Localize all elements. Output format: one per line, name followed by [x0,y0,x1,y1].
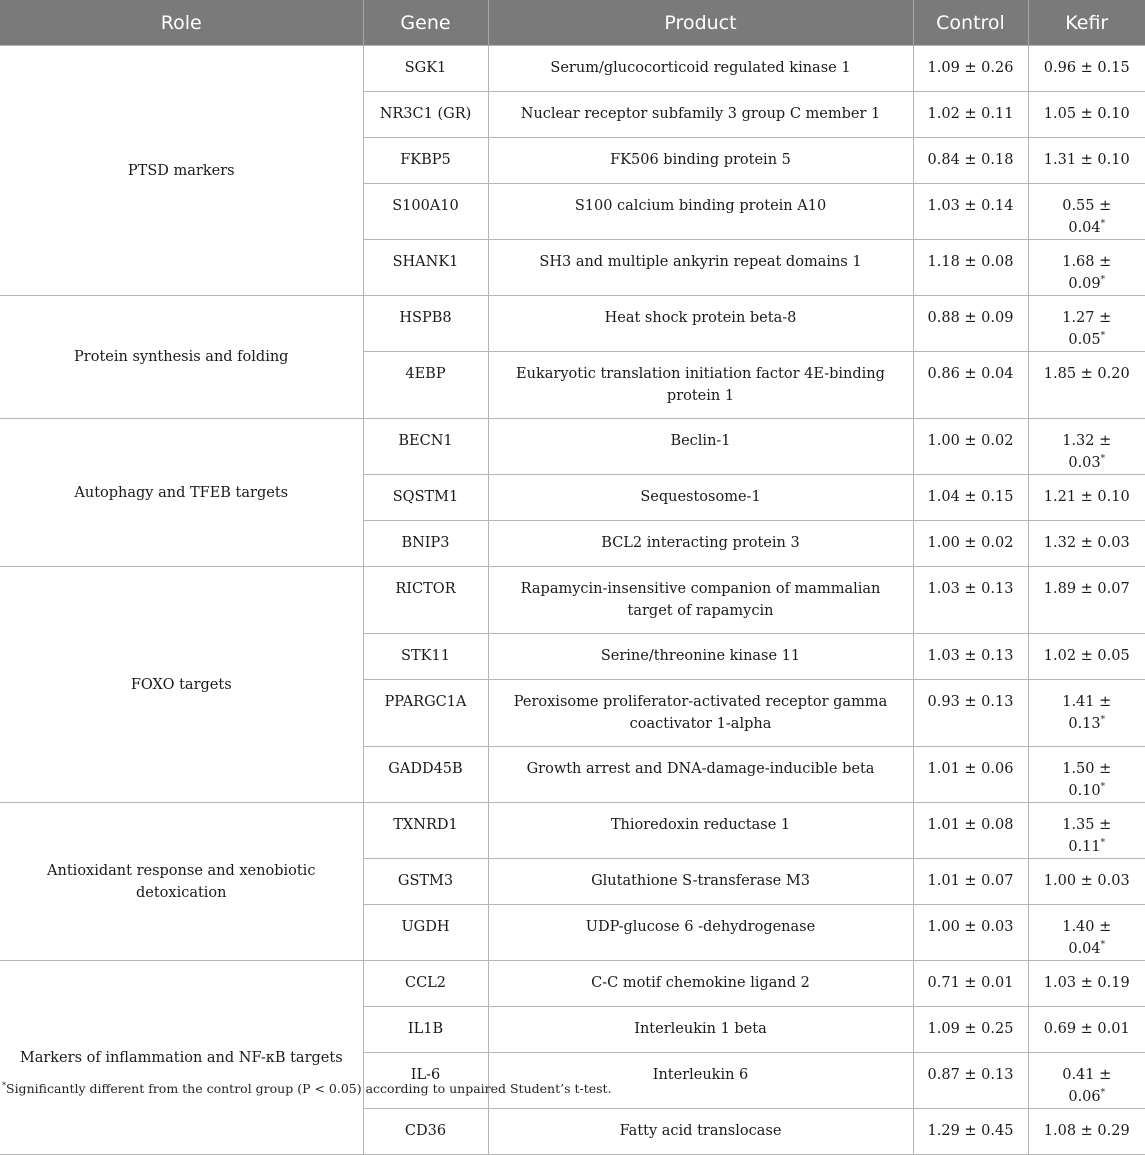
significance-mark: * [1100,454,1106,465]
table-row [0,803,1145,859]
product-cell: Fatty acid translocase [488,1109,913,1155]
role-cell: PTSD markers [0,46,363,296]
control-cell: 0.84 ± 0.18 [913,138,1028,184]
table-row [0,419,1145,475]
gene-cell: NR3C1 (GR) [363,92,488,138]
product-cell: FK506 binding protein 5 [488,138,913,184]
role-cell: Markers of inflammation and NF-κB targets [0,961,363,1155]
kefir-value: 1.08 ± 0.29 [1043,1123,1130,1139]
product-cell: Peroxisome proliferator-activated receptor gamma coactivator 1-alpha [488,680,913,747]
significance-mark: * [1100,838,1106,849]
control-cell: 0.93 ± 0.13 [913,680,1028,747]
kefir-cell [1028,352,1145,419]
gene-cell: GSTM3 [363,859,488,905]
kefir-cell [1028,1007,1145,1053]
control-cell: 1.04 ± 0.15 [913,475,1028,521]
gene-cell: CD36 [363,1109,488,1155]
kefir-cell [1028,521,1145,567]
control-cell: 1.02 ± 0.11 [913,92,1028,138]
kefir-value: 1.31 ± 0.10 [1043,152,1130,168]
kefir-cell [1028,138,1145,184]
kefir-value: 1.68 ± 0.09 [1062,254,1112,292]
table-body [0,46,1145,1155]
header-gene: Gene [363,0,488,46]
kefir-cell [1028,46,1145,92]
product-cell: Heat shock protein beta-8 [488,296,913,352]
kefir-value: 0.41 ± 0.06 [1062,1067,1112,1105]
control-cell: 1.01 ± 0.06 [913,747,1028,803]
kefir-value: 0.69 ± 0.01 [1043,1021,1130,1037]
table-row [0,567,1145,634]
kefir-value: 1.21 ± 0.10 [1043,489,1130,505]
kefir-value: 1.00 ± 0.03 [1043,873,1130,889]
significance-mark: * [1100,331,1106,342]
header-kefir: Kefir [1028,0,1145,46]
kefir-value: 1.32 ± 0.03 [1062,433,1112,471]
control-cell: 1.00 ± 0.02 [913,521,1028,567]
control-cell: 0.86 ± 0.04 [913,352,1028,419]
gene-cell: FKBP5 [363,138,488,184]
kefir-cell [1028,1109,1145,1155]
gene-cell: PPARGC1A [363,680,488,747]
control-cell: 1.09 ± 0.26 [913,46,1028,92]
role-cell: Protein synthesis and folding [0,296,363,419]
kefir-cell [1028,961,1145,1007]
kefir-value: 1.32 ± 0.03 [1043,535,1130,551]
significance-mark: * [1100,715,1106,726]
significance-mark: * [1100,219,1106,230]
table-row [0,46,1145,92]
kefir-cell [1028,184,1145,240]
gene-cell: HSPB8 [363,296,488,352]
table-footnote [2,1081,612,1096]
product-cell: Eukaryotic translation initiation factor 4E-binding protein 1 [488,352,913,419]
product-cell: S100 calcium binding protein A10 [488,184,913,240]
kefir-cell [1028,92,1145,138]
kefir-value: 1.02 ± 0.05 [1043,648,1130,664]
significance-mark: * [1100,782,1106,793]
role-cell: Antioxidant response and xenobiotic detoxication [0,803,363,961]
control-cell: 1.29 ± 0.45 [913,1109,1028,1155]
control-cell: 1.00 ± 0.02 [913,419,1028,475]
gene-cell: STK11 [363,634,488,680]
control-cell: 0.87 ± 0.13 [913,1053,1028,1109]
control-cell: 1.03 ± 0.14 [913,184,1028,240]
product-cell: Beclin-1 [488,419,913,475]
control-cell: 0.71 ± 0.01 [913,961,1028,1007]
product-cell: Thioredoxin reductase 1 [488,803,913,859]
kefir-cell [1028,905,1145,961]
role-cell: Autophagy and TFEB targets [0,419,363,567]
gene-cell: IL-6 [363,1053,488,1109]
kefir-value: 0.96 ± 0.15 [1043,60,1130,76]
product-cell: Interleukin 6 [488,1053,913,1109]
role-cell: FOXO targets [0,567,363,803]
control-cell: 1.03 ± 0.13 [913,634,1028,680]
kefir-value: 1.50 ± 0.10 [1062,761,1112,799]
kefir-cell [1028,475,1145,521]
product-cell: Sequestosome-1 [488,475,913,521]
kefir-value: 1.35 ± 0.11 [1062,817,1112,855]
kefir-value: 1.27 ± 0.05 [1062,310,1112,348]
kefir-cell [1028,240,1145,296]
kefir-cell [1028,1053,1145,1109]
footnote-mark: * [2,1080,6,1090]
product-cell: Serum/glucocorticoid regulated kinase 1 [488,46,913,92]
control-cell: 1.09 ± 0.25 [913,1007,1028,1053]
gene-cell: SQSTM1 [363,475,488,521]
product-cell: Rapamycin-insensitive companion of mammalian target of rapamycin [488,567,913,634]
kefir-cell [1028,419,1145,475]
gene-cell: GADD45B [363,747,488,803]
kefir-value: 1.05 ± 0.10 [1043,106,1130,122]
gene-cell: TXNRD1 [363,803,488,859]
gene-cell: BECN1 [363,419,488,475]
gene-cell: CCL2 [363,961,488,1007]
product-cell: Growth arrest and DNA-damage-inducible beta [488,747,913,803]
kefir-value: 1.40 ± 0.04 [1062,919,1112,957]
kefir-cell [1028,634,1145,680]
kefir-cell [1028,859,1145,905]
control-cell: 1.01 ± 0.07 [913,859,1028,905]
control-cell: 1.18 ± 0.08 [913,240,1028,296]
kefir-value: 1.41 ± 0.13 [1062,694,1112,732]
kefir-value: 1.89 ± 0.07 [1043,581,1130,597]
product-cell: BCL2 interacting protein 3 [488,521,913,567]
significance-mark: * [1100,275,1106,286]
control-cell: 1.03 ± 0.13 [913,567,1028,634]
kefir-cell [1028,803,1145,859]
header-control: Control [913,0,1028,46]
kefir-value: 1.03 ± 0.19 [1043,975,1130,991]
kefir-cell [1028,567,1145,634]
product-cell: C-C motif chemokine ligand 2 [488,961,913,1007]
gene-cell: IL1B [363,1007,488,1053]
significance-mark: * [1100,1088,1106,1099]
product-cell: Nuclear receptor subfamily 3 group C member 1 [488,92,913,138]
control-cell: 1.01 ± 0.08 [913,803,1028,859]
control-cell: 0.88 ± 0.09 [913,296,1028,352]
product-cell: UDP-glucose 6 -dehydrogenase [488,905,913,961]
gene-cell: UGDH [363,905,488,961]
table-row [0,961,1145,1007]
gene-cell: SHANK1 [363,240,488,296]
significance-mark: * [1100,940,1106,951]
kefir-value: 1.85 ± 0.20 [1043,366,1130,382]
table-row [0,296,1145,352]
header-row [0,0,1145,46]
gene-cell: SGK1 [363,46,488,92]
header-role: Role [0,0,363,46]
kefir-value: 0.55 ± 0.04 [1062,198,1112,236]
control-cell: 1.00 ± 0.03 [913,905,1028,961]
product-cell: Serine/threonine kinase 11 [488,634,913,680]
gene-cell: BNIP3 [363,521,488,567]
gene-cell: S100A10 [363,184,488,240]
header-product: Product [488,0,913,46]
product-cell: Interleukin 1 beta [488,1007,913,1053]
kefir-cell [1028,296,1145,352]
gene-cell: RICTOR [363,567,488,634]
kefir-cell [1028,680,1145,747]
gene-cell: 4EBP [363,352,488,419]
product-cell: Glutathione S-transferase M3 [488,859,913,905]
product-cell: SH3 and multiple ankyrin repeat domains 1 [488,240,913,296]
footnote-text: Significantly different from the control group (P < 0.05) according to unpaired Student’s t-test. [6,1081,612,1096]
kefir-cell [1028,747,1145,803]
